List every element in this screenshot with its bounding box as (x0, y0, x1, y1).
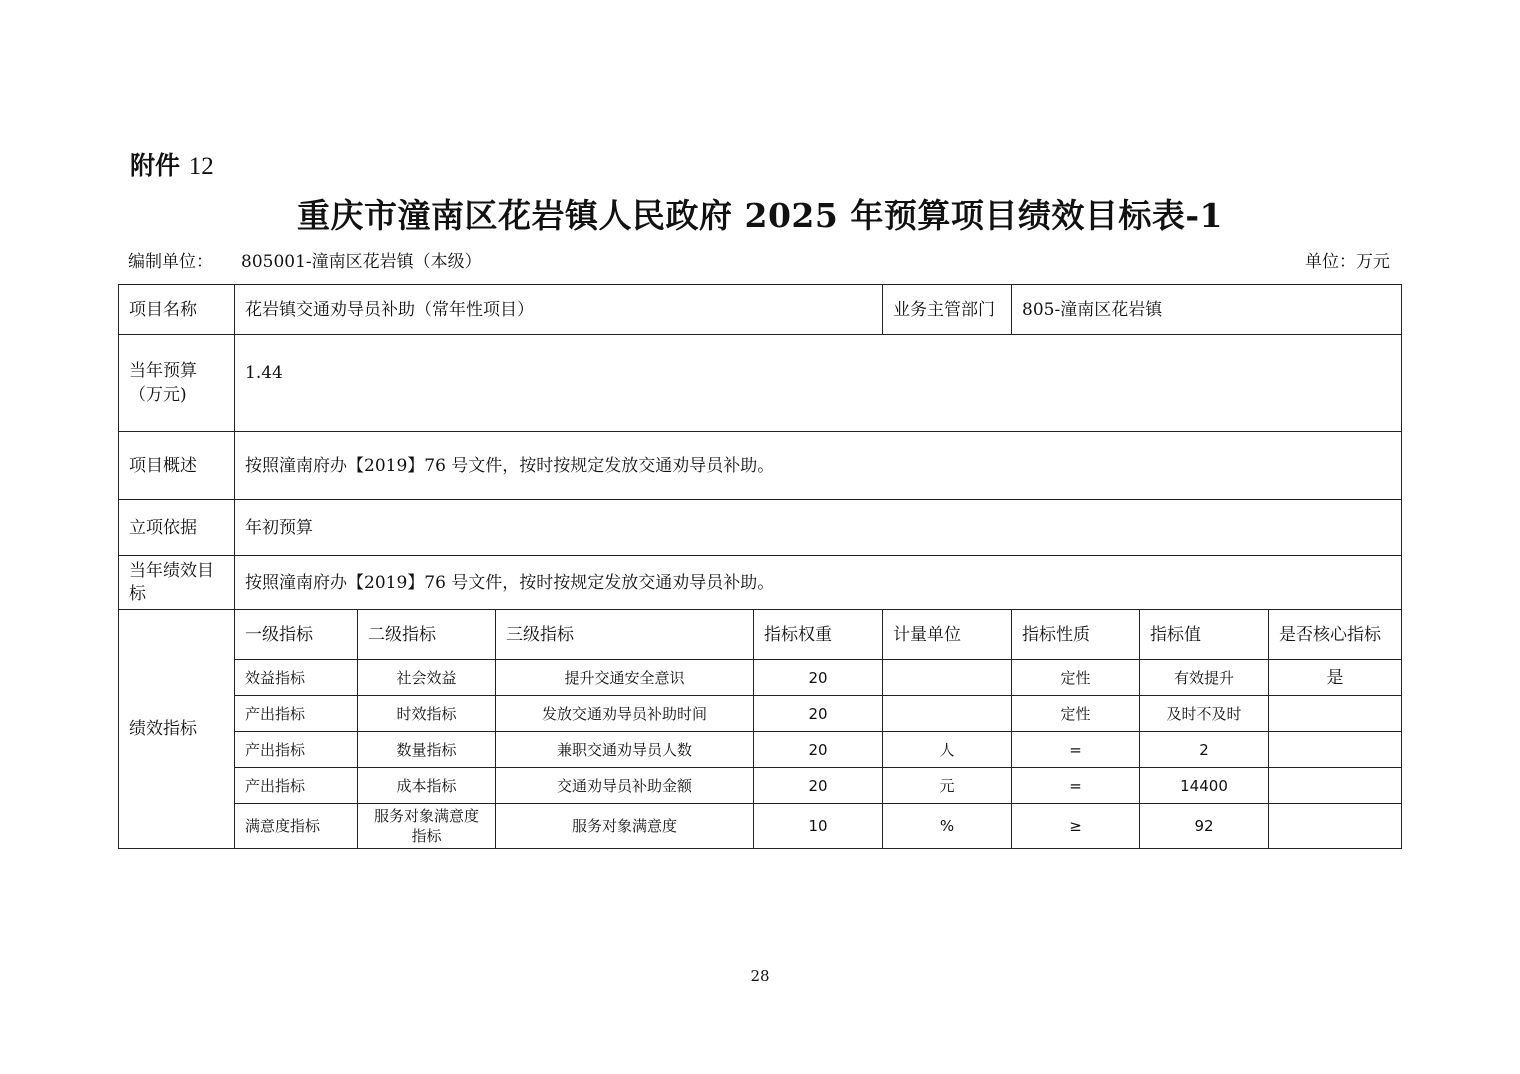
nature-cell: = (1012, 732, 1140, 768)
weight-cell: 20 (754, 660, 883, 696)
value-cell: 2 (1140, 732, 1269, 768)
core-cell: 是 (1269, 660, 1402, 696)
project-name: 花岩镇交通劝导员补助（常年性项目） (235, 285, 883, 335)
row-overview (119, 432, 1402, 500)
row-goal (119, 556, 1402, 610)
overview-value: 按照潼南府办【2019】76 号文件，按时按规定发放交通劝导员补助。 (235, 432, 1402, 500)
unit-cell: 元 (883, 768, 1012, 804)
indicators-label: 绩效指标 (119, 610, 235, 849)
level3-cell: 兼职交通劝导员人数 (496, 732, 754, 768)
level1-cell: 满意度指标 (235, 804, 358, 849)
attachment-number: 12 (188, 153, 214, 180)
level1-cell: 产出指标 (235, 696, 358, 732)
basis-value: 年初预算 (235, 500, 1402, 556)
row-basis (119, 500, 1402, 556)
nature-cell: ≥ (1012, 804, 1140, 849)
weight-cell: 10 (754, 804, 883, 849)
nature-cell: 定性 (1012, 660, 1140, 696)
core-cell (1269, 804, 1402, 849)
header-core: 是否核心指标 (1269, 610, 1402, 660)
header-level2: 二级指标 (358, 610, 496, 660)
goal-label: 当年绩效目标 (119, 556, 235, 610)
page-number: 28 (750, 967, 770, 985)
header-nature: 指标性质 (1012, 610, 1140, 660)
project-name-label: 项目名称 (119, 285, 235, 335)
indicator-row (119, 804, 1402, 849)
row-project-name (119, 285, 1402, 335)
indicator-row (119, 732, 1402, 768)
document-title: 重庆市潼南区花岩镇人民政府 2025 年预算项目绩效目标表-1 (297, 196, 1223, 235)
level2-cell: 社会效益 (358, 660, 496, 696)
currency-unit: 单位：万元 (1305, 252, 1390, 272)
unit-cell (883, 660, 1012, 696)
value-cell: 92 (1140, 804, 1269, 849)
level2-cell: 数量指标 (358, 732, 496, 768)
attachment-label (130, 146, 214, 182)
value-cell: 14400 (1140, 768, 1269, 804)
row-budget (119, 335, 1402, 432)
header-unit: 计量单位 (883, 610, 1012, 660)
weight-cell: 20 (754, 732, 883, 768)
compiling-unit-value: 805001-潼南区花岩镇（本级） (241, 252, 482, 272)
nature-cell: 定性 (1012, 696, 1140, 732)
overview-label: 项目概述 (119, 432, 235, 500)
indicator-row (119, 660, 1402, 696)
indicator-header-row (119, 610, 1402, 660)
level3-cell: 提升交通安全意识 (496, 660, 754, 696)
core-cell (1269, 732, 1402, 768)
weight-cell: 20 (754, 768, 883, 804)
level3-cell: 服务对象满意度 (496, 804, 754, 849)
level3-cell: 交通劝导员补助金额 (496, 768, 754, 804)
dept-label: 业务主管部门 (883, 285, 1012, 335)
value-cell: 及时不及时 (1140, 696, 1269, 732)
header-value: 指标值 (1140, 610, 1269, 660)
compiling-unit-label: 编制单位： (128, 252, 213, 272)
unit-cell: 人 (883, 732, 1012, 768)
level1-cell: 产出指标 (235, 768, 358, 804)
budget-label: 当年预算（万元) (119, 335, 235, 432)
level2-cell: 服务对象满意度指标 (358, 804, 496, 849)
header-level1: 一级指标 (235, 610, 358, 660)
budget-value: 1.44 (235, 335, 1402, 432)
indicator-row (119, 768, 1402, 804)
level2-cell: 成本指标 (358, 768, 496, 804)
goal-value: 按照潼南府办【2019】76 号文件，按时按规定发放交通劝导员补助。 (235, 556, 1402, 610)
core-cell (1269, 768, 1402, 804)
level1-cell: 产出指标 (235, 732, 358, 768)
header-weight: 指标权重 (754, 610, 883, 660)
weight-cell: 20 (754, 696, 883, 732)
level3-cell: 发放交通劝导员补助时间 (496, 696, 754, 732)
header-level3: 三级指标 (496, 610, 754, 660)
unit-cell (883, 696, 1012, 732)
dept-value: 805-潼南区花岩镇 (1012, 285, 1402, 335)
compiling-unit (128, 247, 482, 272)
level1-cell: 效益指标 (235, 660, 358, 696)
attachment-prefix: 附件 (130, 151, 181, 180)
core-cell (1269, 696, 1402, 732)
unit-cell: % (883, 804, 1012, 849)
value-cell: 有效提升 (1140, 660, 1269, 696)
indicator-row (119, 696, 1402, 732)
level2-cell: 时效指标 (358, 696, 496, 732)
performance-table (118, 284, 1402, 849)
nature-cell: = (1012, 768, 1140, 804)
basis-label: 立项依据 (119, 500, 235, 556)
